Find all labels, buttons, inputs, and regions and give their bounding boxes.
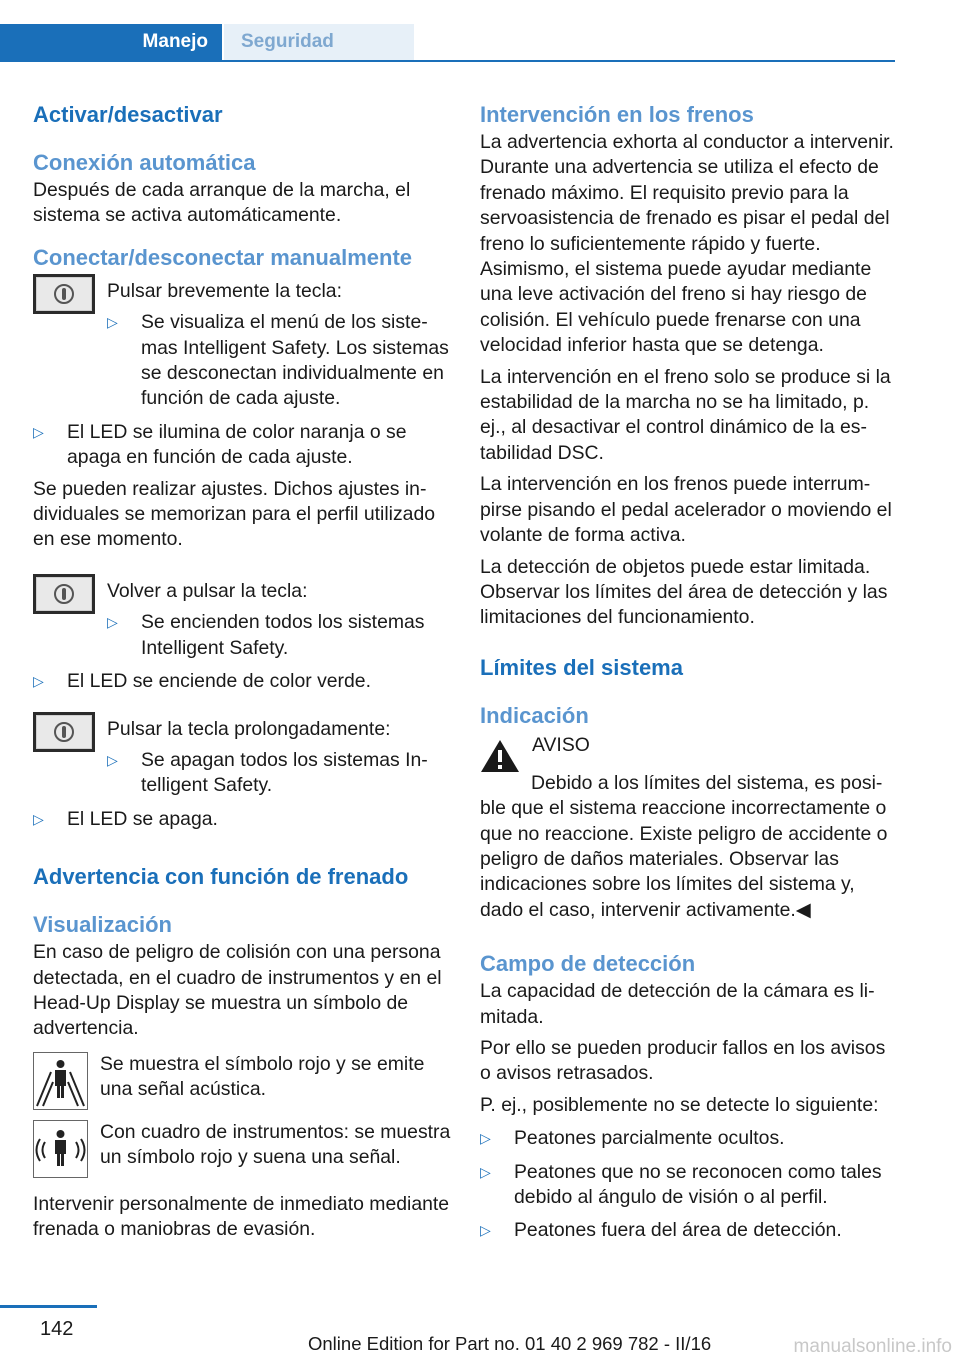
key-block-1 (33, 279, 453, 412)
heading-conectar: Conectar/desconectar manualmente (33, 244, 413, 270)
heading-limites: Límites del sistema (480, 654, 683, 680)
symbol-block-2 (33, 1120, 453, 1178)
safety-button-icon (33, 712, 95, 752)
bullet-triangle-icon: ▷ (107, 614, 118, 631)
pedestrian-sound-icon (33, 1120, 88, 1178)
list-item: ▷ Peatones que no se reconocen como tales debido al ángulo de visión o al perfil. (480, 1160, 882, 1208)
pedestrian-warning-icon (33, 1052, 88, 1110)
footer-divider (0, 1305, 97, 1308)
symbol-block-1 (33, 1052, 453, 1110)
bullet-triangle-icon: ▷ (480, 1130, 491, 1147)
edition-text: Online Edition for Part no. 01 40 2 969 782 - II/16 (308, 1333, 712, 1354)
bullet-triangle-icon: ▷ (33, 810, 44, 827)
key3-text: Pulsar la tecla prolongadamente: (107, 717, 391, 740)
key-block-2 (33, 579, 453, 661)
list-item: ▷ Se encienden todos los sistemas Intelligent Safety. (107, 611, 425, 659)
aviso-text: Debido a los límites del sistema, es posible que el sistema reaccione incorrectamente o que no reaccione. Existe peligro de accidente o peligro de daños materiales. Observar las indicaciones sobre los límites del sistema y, dado el caso, intervenir activamente.◀ (480, 771, 888, 921)
paragraph-intervenir: Intervenir personalmente de inmediato mediante frenada o maniobras de evasión. (33, 1192, 450, 1241)
paragraph-intervencion-4: La detección de objetos puede estar limitada. Observar los límites del área de detección y las limitaciones del funcionamiento. (480, 555, 888, 629)
bullet-triangle-icon: ▷ (107, 314, 118, 331)
paragraph-conexion: Después de cada arranque de la marcha, el sistema se activa automáticamente. (33, 179, 411, 227)
right-column (480, 100, 900, 1244)
symbol1-text: Se muestra el símbolo rojo y se emite una señal acústica. (100, 1052, 425, 1101)
bullet-triangle-icon: ▷ (480, 1163, 491, 1180)
paragraph-visualizacion: En caso de peligro de colisión con una persona detectada, en el cuadro de instrumentos y en el Head-Up Display se muestra un símbolo de advertencia. (33, 941, 442, 1040)
left-column (33, 100, 453, 1243)
aviso-title: AVISO (532, 733, 590, 756)
paragraph-intervencion-1: La advertencia exhorta al conductor a intervenir. Durante una advertencia se utiliza el efecto de frenado máximo. El requisito previo para la servoasistencia de frenado es pisar el pedal del freno lo suficientemente rápido y fuerte. Asimismo, el sistema puede ayudar mediante una leve activación del freno si hay riesgo de colisión. El vehículo puede frenarse con una velocidad inferior hasta que se detenga. (480, 131, 894, 357)
heading-visualizacion: Visualización (33, 912, 172, 938)
list-item: ▷ El LED se ilumina de color naranja o se apaga en función de cada ajuste. (33, 420, 407, 469)
paragraph-intervencion-3: La intervención en los frenos puede interrumpirse pisando el pedal acelerador o moviendo el volante de forma activa. (480, 473, 892, 547)
heading-intervencion: Intervención en los frenos (480, 102, 754, 127)
heading-indicacion: Indicación (480, 702, 589, 728)
paragraph-campo-3: P. ej., posiblemente no se detecte lo siguiente: (480, 1093, 879, 1116)
list-item: ▷ Peatones parcialmente ocultos. (480, 1127, 785, 1150)
list-item: ▷ Se apagan todos los sistemas Intelligent Safety. (107, 748, 428, 797)
bullet-triangle-icon: ▷ (480, 1222, 491, 1239)
paragraph-intervencion-2: La intervención en el freno solo se produce si la estabilidad de la marcha no se ha limitado, p. ej., al desactivar el control dinámico de la estabilidad DSC. (480, 365, 891, 464)
list-item: ▷ Se visualiza el menú de los sistemas Intelligent Safety. Los sistemas se desconectan individualmente en función de cada ajuste. (107, 311, 449, 410)
tab-manejo-label: Manejo (142, 31, 208, 52)
key-block-3 (33, 717, 453, 799)
tab-manejo[interactable] (0, 24, 222, 60)
page-number: 142 (40, 1318, 74, 1340)
list-item: ▷ El LED se apaga. (33, 807, 218, 830)
heading-advertencia: Advertencia con función de frenado (33, 864, 409, 890)
symbol2-text: Con cuadro de instrumentos: se muestra un símbolo rojo y suena una señal. (100, 1120, 451, 1169)
key1-text: Pulsar brevemente la tecla: (107, 279, 342, 302)
header-divider (0, 60, 895, 62)
paragraph-ajustes: Se pueden realizar ajustes. Dichos ajustes individuales se memorizan para el perfil utilizado en ese momento. (33, 477, 436, 551)
tab-seguridad[interactable] (224, 24, 414, 60)
paragraph-campo-2: Por ello se pueden producir fallos en los avisos o avisos retrasados. (480, 1036, 886, 1085)
warning-block (480, 733, 900, 773)
bullet-triangle-icon: ▷ (33, 673, 44, 690)
key2-text: Volver a pulsar la tecla: (107, 579, 308, 602)
watermark-text: manualsonline.info (793, 1336, 952, 1357)
heading-campo: Campo de detección (480, 951, 696, 977)
heading-activar: Activar/desactivar (33, 102, 223, 127)
header-bar (0, 0, 895, 62)
paragraph-campo-1: La capacidad de detección de la cámara es limitada. (480, 980, 875, 1028)
list-item: ▷ El LED se enciende de color verde. (33, 670, 371, 693)
tab-seguridad-label: Seguridad (241, 31, 334, 52)
safety-button-icon (33, 574, 95, 614)
safety-button-icon (33, 274, 95, 314)
bullet-triangle-icon: ▷ (33, 423, 44, 440)
warning-triangle-icon (480, 739, 520, 773)
heading-conexion: Conexión automática (33, 150, 256, 175)
bullet-triangle-icon: ▷ (107, 751, 118, 768)
list-item: ▷ Peatones fuera del área de detección. (480, 1219, 842, 1242)
